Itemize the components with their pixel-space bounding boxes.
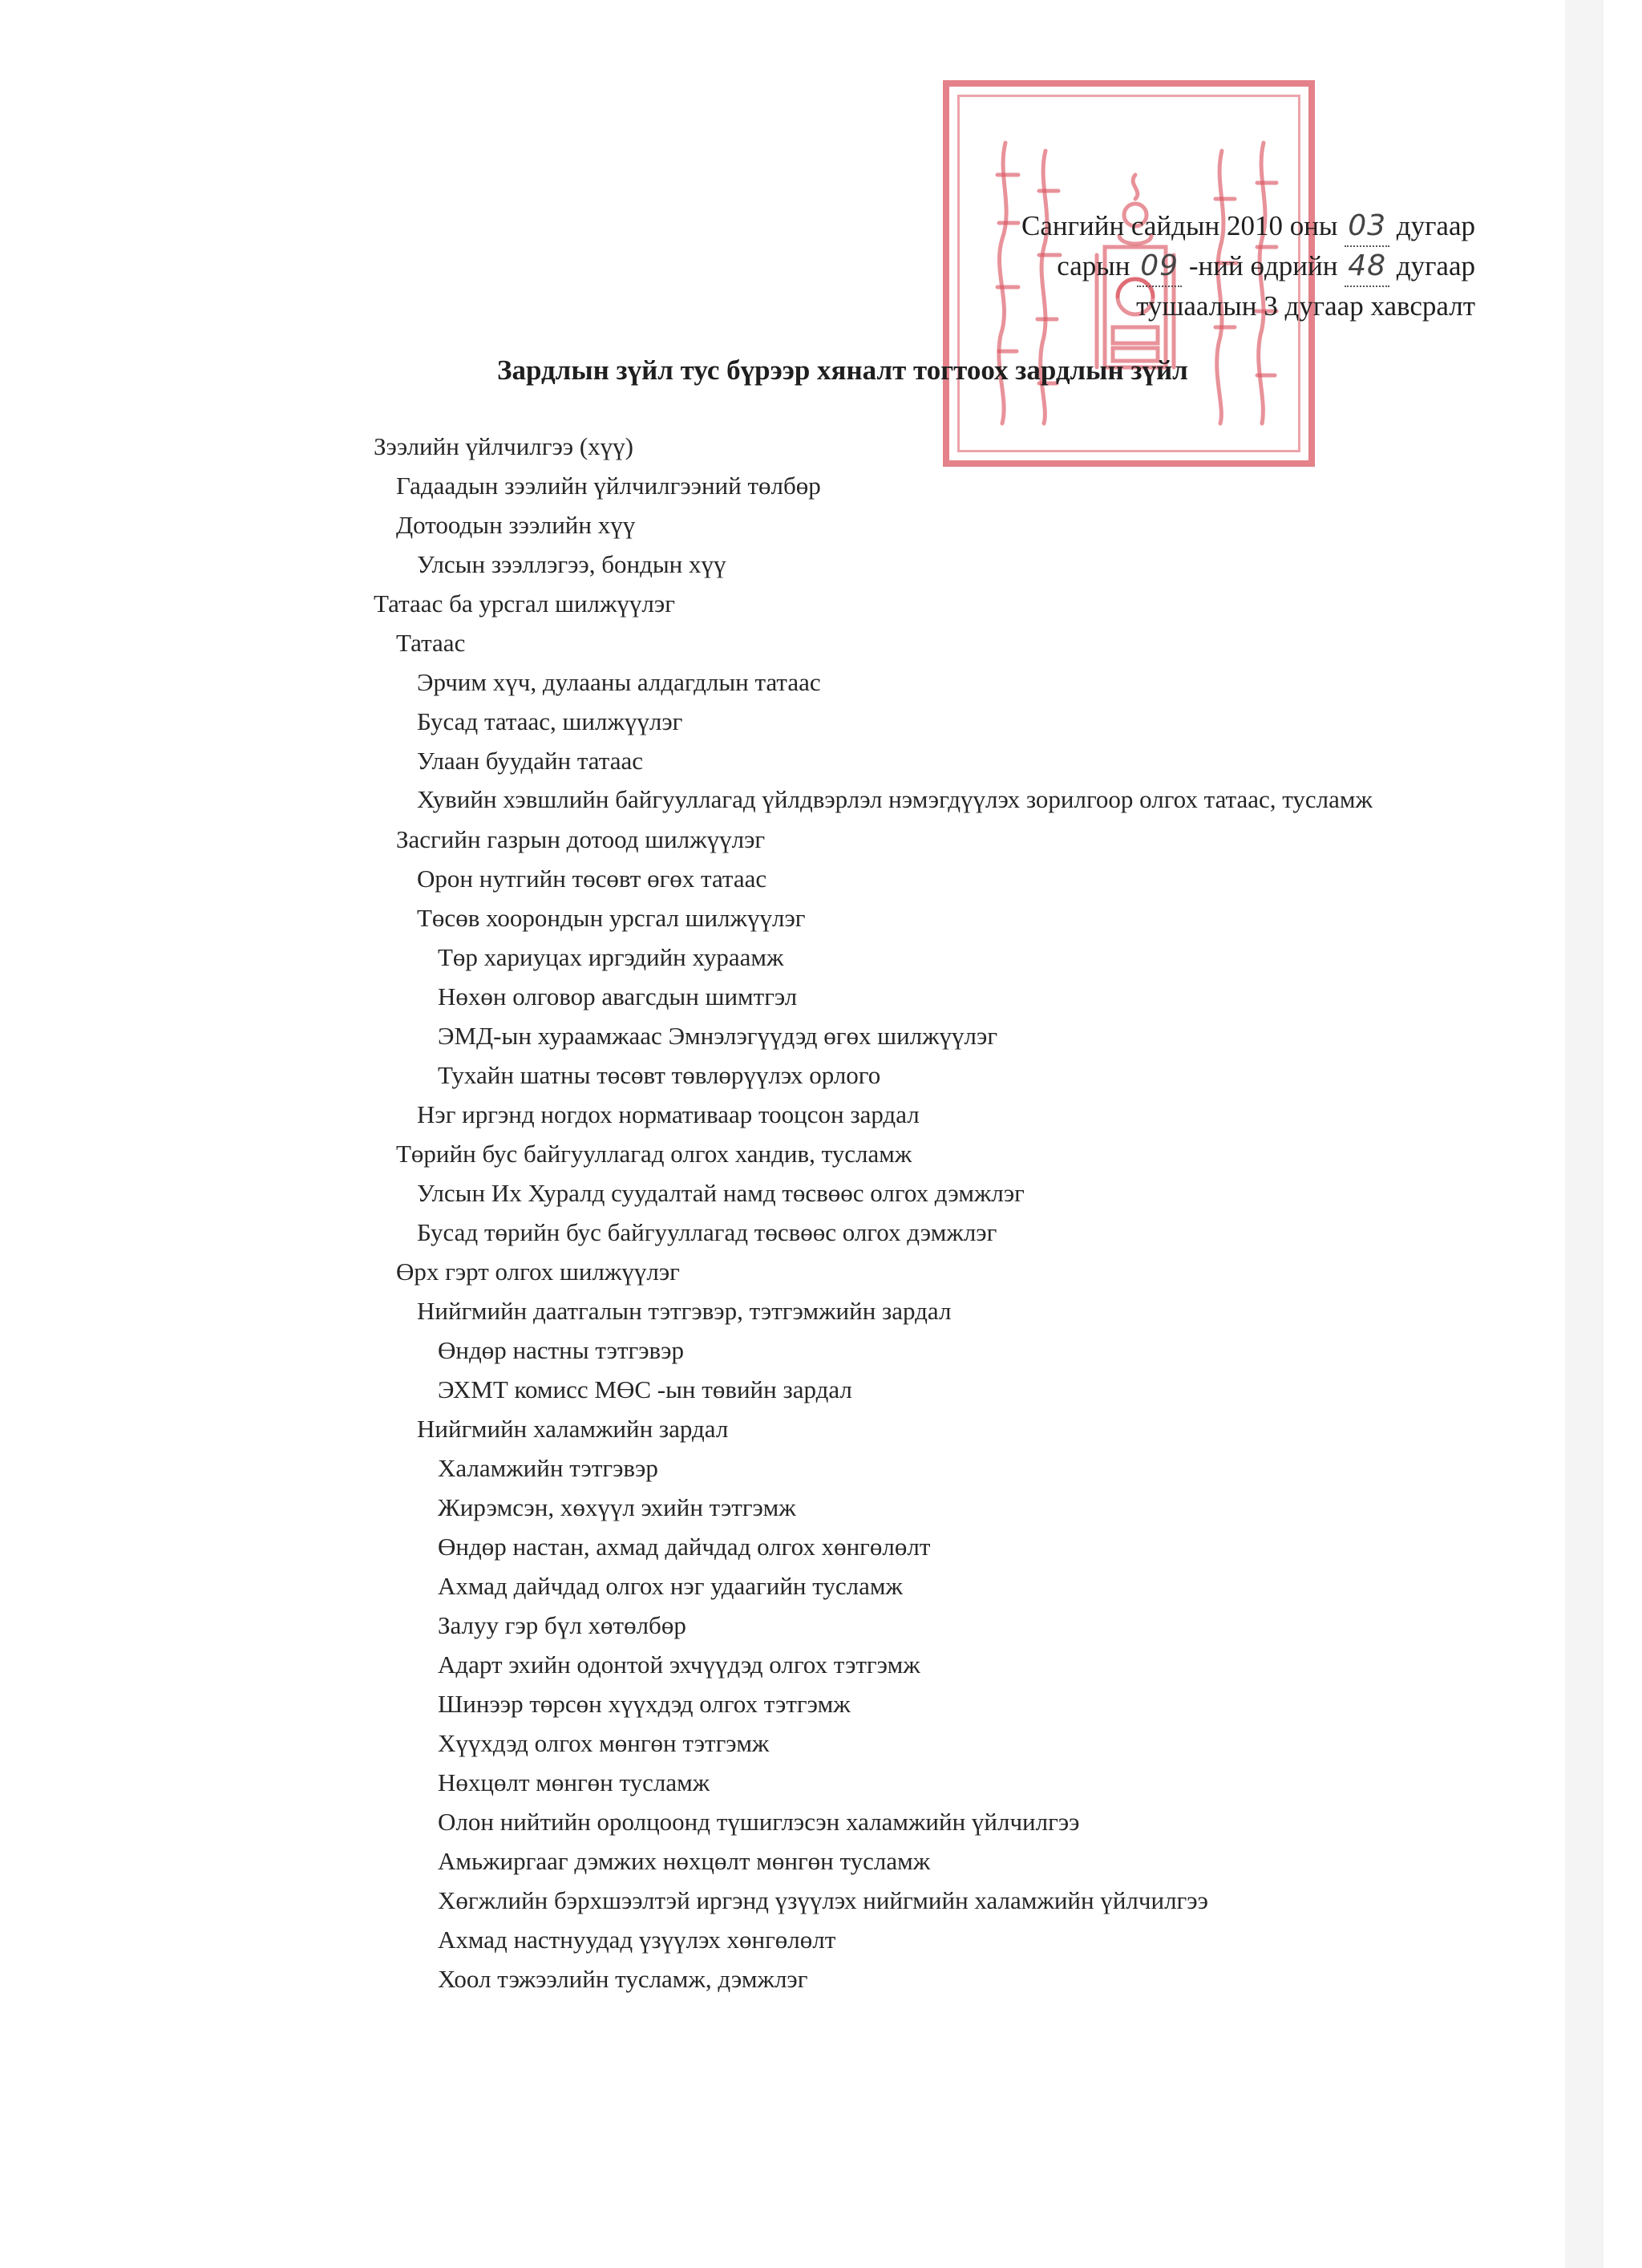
list-item: Нийгмийн даатгалын тэтгэвэр, тэтгэмжийн зардал [417, 1297, 952, 1325]
list-item: Татаас ба урсгал шилжүүлэг [374, 589, 675, 618]
page-title: Зардлын зүйл тус бүрээр хяналт тогтоох зардлын зүйл [497, 354, 1188, 386]
list-item: Өндөр настан, ахмад дайчдад олгох хөнгөлөлт [438, 1533, 931, 1561]
header-line-2 [1021, 247, 1475, 287]
list-item: Төрийн бус байгууллагад олгох хандив, тусламж [396, 1140, 912, 1168]
list-item: Амьжиргааг дэмжих нөхцөлт мөнгөн тусламж [438, 1847, 931, 1875]
header-line-3: тушаалын 3 дугаар хавсралт [1136, 290, 1475, 322]
list-item: Улаан буудайн татаас [417, 747, 643, 775]
list-item: Ахмад дайчдад олгох нэг удаагийн тусламж [438, 1572, 903, 1600]
handwritten-order-number: 48 [1345, 247, 1389, 287]
list-item: Улсын зээллэгээ, бондын хүү [417, 550, 726, 578]
handwritten-day: 09 [1137, 247, 1182, 287]
list-item: Залуу гэр бүл хөтөлбөр [438, 1611, 686, 1639]
list-item: Хүүхдэд олгох мөнгөн тэтгэмж [438, 1729, 770, 1757]
list-item: Бусад төрийн бус байгууллагад төсвөөс олгох дэмжлэг [417, 1218, 997, 1246]
list-item: Халамжийн тэтгэвэр [438, 1454, 658, 1482]
list-item: Нөхцөлт мөнгөн тусламж [438, 1768, 710, 1796]
list-item: Олон нийтийн оролцоонд түшиглэсэн халамжийн үйлчилгээ [438, 1808, 1080, 1836]
list-item: Бусад татаас, шилжүүлэг [417, 707, 683, 735]
list-item: ЭМД-ын хураамжаас Эмнэлэгүүдэд өгөх шилжүүлэг [438, 1022, 998, 1050]
list-item: Дотоодын зээлийн хүү [396, 511, 636, 539]
scan-edge-shade [1565, 0, 1604, 2268]
list-item: Төр хариуцах иргэдийн хураамж [438, 943, 784, 971]
list-item: Нэг иргэнд ногдох нормативаар тооцсон зардал [417, 1100, 920, 1128]
list-item: Засгийн газрын дотоод шилжүүлэг [396, 825, 766, 853]
list-item: Хувийн хэвшлийн байгууллагад үйлдвэрлэл нэмэгдүүлэх зорилгоор олгох татаас, тусламж [417, 785, 1373, 813]
header-line1-suffix: дугаар [1396, 210, 1475, 241]
header-line-1 [1021, 207, 1475, 247]
list-item: Өндөр настны тэтгэвэр [438, 1336, 684, 1364]
header-line2-mid: -ний өдрийн [1188, 250, 1338, 281]
list-item: Орон нутгийн төсөвт өгөх татаас [417, 865, 767, 893]
list-item: Хөгжлийн бэрхшээлтэй иргэнд үзүүлэх нийгмийн халамжийн үйлчилгээ [438, 1886, 1208, 1914]
list-item: Татаас [396, 629, 466, 657]
list-item: ЭХМТ комисс МӨС -ын төвийн зардал [438, 1375, 852, 1403]
header-line2-suffix: дугаар [1396, 250, 1475, 281]
list-item: Эрчим хүч, дулааны алдагдлын татаас [417, 668, 821, 696]
list-item: Өрх гэрт олгох шилжүүлэг [396, 1258, 680, 1286]
list-item: Зээлийн үйлчилгээ (хүү) [374, 432, 634, 460]
list-item: Нийгмийн халамжийн зардал [417, 1415, 729, 1443]
list-item: Шинээр төрсөн хүүхдэд олгох тэтгэмж [438, 1690, 851, 1718]
list-item: Нөхөн олговор авагсдын шимтгэл [438, 982, 798, 1010]
order-appendix-header [1021, 207, 1475, 326]
list-item: Жирэмсэн, хөхүүл эхийн тэтгэмж [438, 1493, 796, 1521]
list-item: Гадаадын зээлийн үйлчилгээний төлбөр [396, 472, 821, 500]
list-item: Тухайн шатны төсөвт төвлөрүүлэх орлого [438, 1061, 881, 1089]
list-item: Улсын Их Хуралд суудалтай намд төсвөөс олгох дэмжлэг [417, 1179, 1025, 1207]
list-item: Төсөв хоорондын урсгал шилжүүлэг [417, 904, 806, 932]
expense-item-list [0, 427, 1523, 1999]
header-line2-prefix: сарын [1057, 250, 1130, 281]
list-item: Хоол тэжээлийн тусламж, дэмжлэг [438, 1965, 808, 1993]
list-item: Ахмад настнуудад үзүүлэх хөнгөлөлт [438, 1926, 836, 1954]
header-line1-prefix: Сангийн сайдын 2010 оны [1021, 210, 1338, 241]
list-item: Адарт эхийн одонтой эхчүүдэд олгох тэтгэмж [438, 1650, 920, 1679]
handwritten-year-month: 03 [1345, 207, 1389, 247]
